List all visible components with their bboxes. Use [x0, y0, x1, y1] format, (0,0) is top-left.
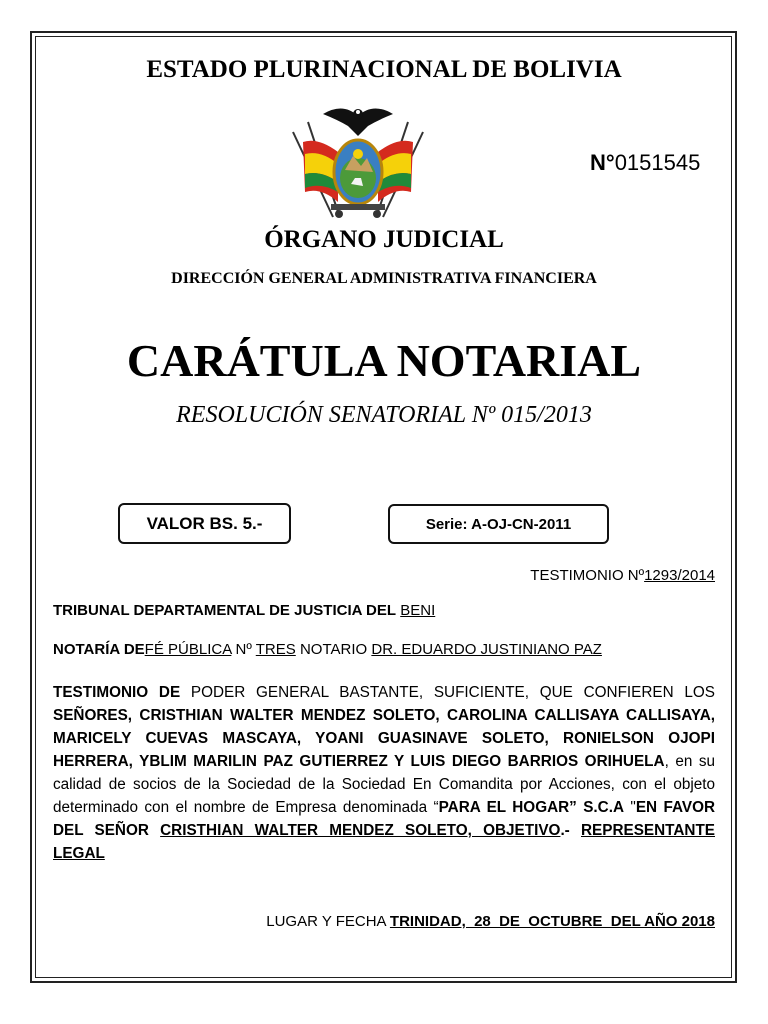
- tribunal-value: BENI: [400, 602, 436, 619]
- notaria-label: NOTARÍA DE: [53, 641, 145, 658]
- testimonio-number-value: 1293/2014: [644, 567, 715, 584]
- notaria-num-value: TRES: [255, 641, 296, 658]
- testimonio-favor: EN FAVOR DEL SEÑOR: [53, 799, 716, 839]
- testimonio-dash: .-: [560, 822, 570, 839]
- testimonio-names: SEÑORES, CRISTHIAN WALTER MENDEZ SOLETO, CAROLINA CALLISAYA CALLISAYA, MARICELY CUEVAS MASCAYA, YOANI GUASINAVE SOLETO, RONIELSON OJOPI HERRERA, YBLIM MARILIN PAZ GUTIERREZ Y LUIS DIEGO BARRIOS ORIHUELA: [53, 707, 715, 770]
- testimonio-text1: , en su calidad de socios de la Sociedad de la Sociedad En Comandita por Acciones, con el objeto determinado con el nombre de Empresa denominada “: [53, 753, 716, 816]
- testimonio-text2: ": [624, 799, 636, 816]
- testimonio-label: TESTIMONIO DE: [53, 684, 181, 701]
- testimonio-number: [400, 567, 715, 584]
- direccion-title: DIRECCIÓN GENERAL ADMINISTRATIVA FINANCIERA: [171, 270, 597, 287]
- notaria-fe: FÉ PÚBLICA: [144, 641, 232, 658]
- state-title: ESTADO PLURINACIONAL DE BOLIVIA: [146, 56, 622, 83]
- notario-label: NOTARIO: [299, 641, 368, 658]
- lugar-label: LUGAR Y FECHA: [266, 913, 386, 930]
- tribunal-label: TRIBUNAL DEPARTAMENTAL DE JUSTICIA DEL: [53, 602, 397, 619]
- testimonio-company: PARA EL HOGAR” S.C.A: [438, 799, 625, 816]
- document-number-value: 0151545: [614, 150, 701, 175]
- resolucion-subtitle: RESOLUCIÓN SENATORIAL Nº 015/2013: [176, 402, 592, 428]
- testimonio-intro: PODER GENERAL BASTANTE, SUFICIENTE, QUE CONFIEREN LOS: [190, 684, 715, 701]
- testimonio-number-label: TESTIMONIO Nº: [530, 567, 645, 584]
- coat-of-arms-icon: [283, 92, 433, 222]
- lugar-value: TRINIDAD, 28 DE OCTUBRE DEL AÑO 2018: [389, 913, 715, 930]
- testimonio-beneficiary: CRISTHIAN WALTER MENDEZ SOLETO, OBJETIVO: [160, 822, 561, 839]
- serie-box: Serie: A-OJ-CN-2011: [388, 504, 609, 544]
- notaria-num-label: Nº: [235, 641, 252, 658]
- notario-value: DR. EDUARDO JUSTINIANO PAZ: [371, 641, 602, 658]
- document-number-label: N°: [590, 150, 615, 175]
- notaria-line: [53, 641, 715, 658]
- testimonio-role: REPRESENTANTE LEGAL: [53, 822, 716, 862]
- document-number: [590, 150, 700, 176]
- tribunal-line: [53, 602, 715, 619]
- organo-title: ÓRGANO JUDICIAL: [264, 226, 504, 253]
- page-title: CARÁTULA NOTARIAL: [126, 335, 642, 386]
- valor-box: VALOR BS. 5.-: [118, 503, 291, 544]
- testimonio-paragraph: [53, 681, 715, 865]
- lugar-fecha: [53, 913, 715, 930]
